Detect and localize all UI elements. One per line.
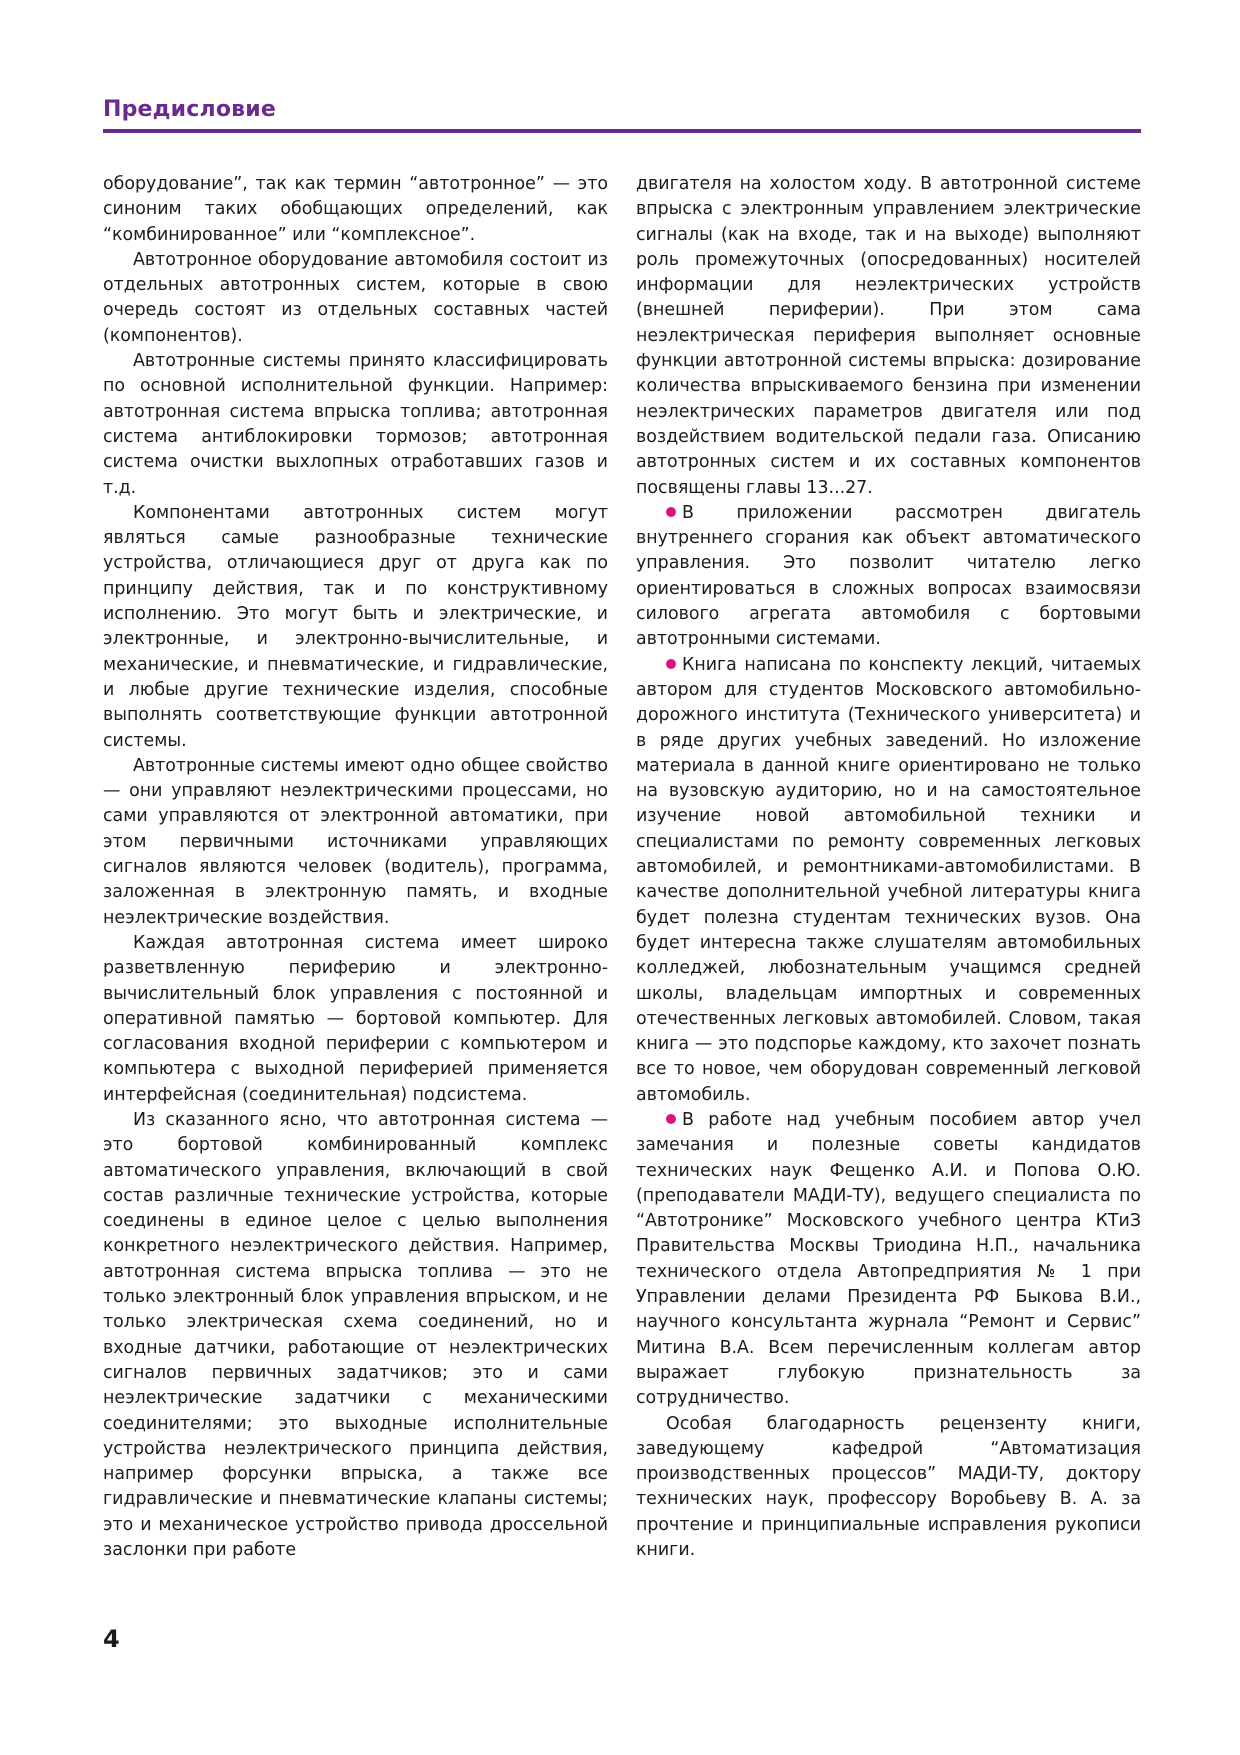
bullet-paragraph [636,1108,1141,1412]
bullet-dot-icon [666,507,676,517]
paragraph: Каждая автотронная система имеет широко разветвленную периферию и электронно-вычислительный блок управления с постоянной и оперативной памятью — бортовой компьютер. Для согласования входной периферии с компьютером и компьютера с выходной периферией применяется интерфейсная (соединительная) подсистема. [103,932,608,1105]
bullet-dot-icon [666,659,676,669]
paragraph: Автотронные системы принято классифицировать по основной исполнительной функции. Например: автотронная система впрыска топлива; автотронная система антиблокировки тормозов; автотронная система очистки выхлопных отработавших газов и т.д. [103,351,608,498]
bullet-paragraph [636,653,1141,1108]
paragraph: Компонентами автотронных систем могут являться самые разнообразные технические устройства, отличающиеся друг от друга как по принципу действия, так и по конструктивному исполнению. Это могут быть и электрические, и электронные, и электронно-вычислительные, и механические, и пневматические, и гидравлические, и любые другие технические изделия, способные выполнять соответствующие функции автотронной системы. [103,502,608,751]
page-number: 4 [103,1625,120,1653]
paragraph: оборудование”, так как термин “автотронное” — это синоним таких обобщающих определений, как “комбинированное” или “комплексное”. [103,174,608,245]
paragraph: Автотронные системы имеют одно общее свойство — они управляют неэлектрическими процессами, но сами управляются от электронной автоматики, при этом первичными источниками управляющих сигналов являются человек (водитель), программа, заложенная в электронную память, и входные неэлектрические воздействия. [103,755,608,928]
paragraph: Особая благодарность рецензенту книги, заведующему кафедрой “Автоматизация производственных процессов” МАДИ-ТУ, доктору технических наук, профессору Воробьеву В. А. за прочтение и принципиальные исправления рукописи книги. [636,1413,1141,1561]
bullet-dot-icon [666,1114,676,1124]
bullet-text: Книга написана по конспекту лекций, читаемых автором для студентов Московского автомобильно-дорожного института (Технического университета) и в ряде других учебных заведений. Но изложение материала в данной книге ориентировано не только на вузовскую аудиторию, но и на самостоятельное изучение новой автомобильной техники и специалистами по ремонту современных легковых автомобилей, и ремонтниками-автомобилистами. В качестве дополнительной учебной литературы книга будет полезна студентам технических вузов. Она будет интересна также слушателям автомобильных колледжей, любознательным учащимся средней школы, владельцам импортных и современных отечественных легковых автомобилей. Словом, такая книга — это подспорье каждому, кто захочет познать все то новое, чем оборудован современный легковой автомобиль. [636,654,1141,1105]
paragraph: Автотронное оборудование автомобиля состоит из отдельных автотронных систем, которые в свою очередь состоят из отдельных составных частей (компонентов). [103,249,608,346]
left-column [103,172,608,1563]
bullet-text: В приложении рассмотрен двигатель внутреннего сгорания как объект автоматического управления. Это позволит читателю легко ориентироваться в сложных вопросах взаимосвязи силового агрегата автомобиля с бортовыми автотронными системами. [636,502,1141,650]
paragraph: Из сказанного ясно, что автотронная система — это бортовой комбинированный комплекс автоматического управления, включающий в свой состав различные технические устройства, которые соединены в единое целое с целью выполнения конкретного неэлектрического действия. Например, автотронная система впрыска топлива — это не только электронный блок управления впрыском, и не только электрическая схема соединений, но и входные датчики, работающие от неэлектрических сигналов первичных задатчиков; это и сами неэлектрические задатчики с механическими соединителями; это выходные исполнительные устройства неэлектрического принципа действия, например форсунки впрыска, а также все гидравлические и пневматические клапаны системы; это и механическое устройство привода дроссельной заслонки при работе [103,1109,608,1561]
bullet-paragraph [636,501,1141,653]
section-title: Предисловие [103,97,276,122]
paragraph: двигателя на холостом ходу. В автотронной системе впрыска с электронным управлением электрические сигналы (как на входе, так и на выходе) выполняют роль промежуточных (опосредованных) носителей информации для неэлектрических устройств (внешней периферии). При этом сама неэлектрическая периферия выполняет основные функции автотронной системы впрыска: дозирование количества впрыскиваемого бензина при изменении неэлектрических параметров двигателя или под воздействием водительской педали газа. Описанию автотронных систем и их составных компонентов посвящены главы 13...27. [636,174,1141,498]
bullet-text: В работе над учебным пособием автор учел замечания и полезные советы кандидатов технических наук Фещенко А.И. и Попова О.Ю. (преподаватели МАДИ-ТУ), ведущего специалиста по “Автотронике” Московского учебного центра КТиЗ Правительства Москвы Триодина Н.П., начальника технического отдела Автопредприятия № 1 при Управлении делами Президента РФ Быкова В.И., научного консультанта журнала “Ремонт и Сервис” Митина В.А. Всем перечисленным коллегам автор выражает глубокую признательность за сотрудничество. [636,1109,1141,1409]
right-column [636,172,1141,1563]
header-divider [103,129,1141,133]
